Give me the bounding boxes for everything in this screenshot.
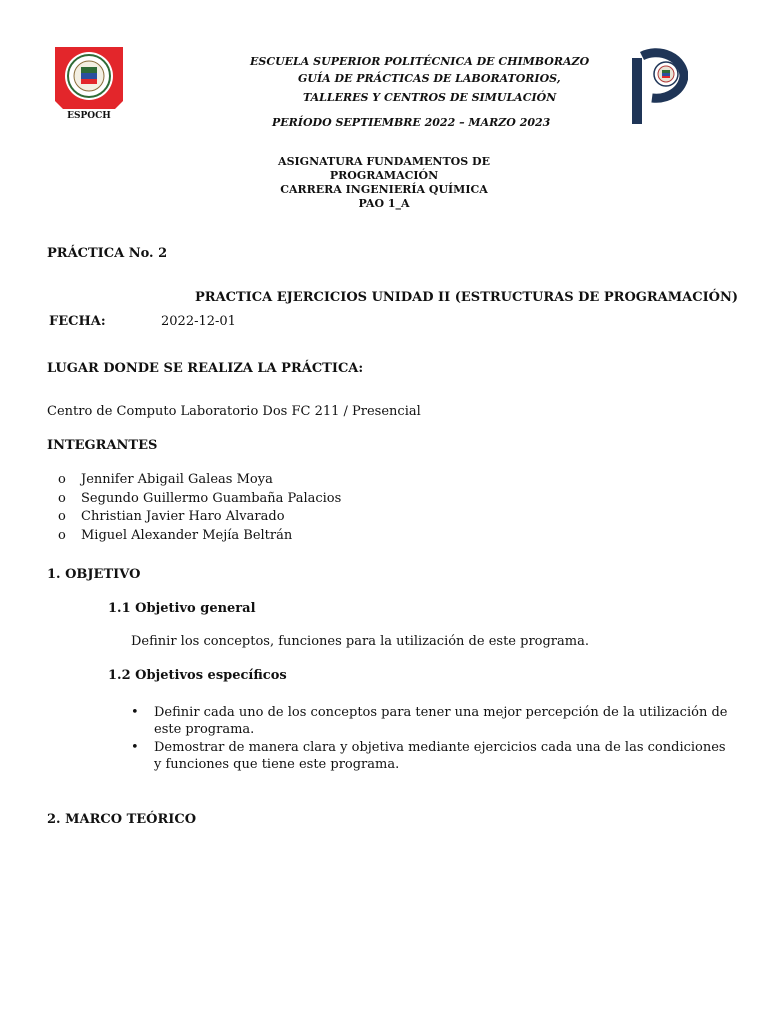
list-item: • Definir cada uno de los conceptos para tener una mejor percepción de la utilización de este programa. [131, 705, 728, 737]
subject-line-2: PROGRAMACIÓN [329, 169, 439, 182]
subject-line-1: ASIGNATURA FUNDAMENTOS DE [278, 155, 490, 168]
list-item: o Segundo Guillermo Guambaña Palacios [58, 490, 342, 506]
members-list [58, 472, 341, 546]
espoch-caption: ESPOCH [67, 111, 111, 121]
espoch-shield-icon [55, 47, 123, 109]
period-label: PERÍODO SEPTIEMBRE 2022 – MARZO 2023 [272, 116, 551, 129]
practice-title: PRACTICA EJERCICIOS UNIDAD II (ESTRUCTURAS DE PROGRAMACIÓN) [195, 290, 739, 305]
career-line: CARRERA INGENIERÍA QUÍMICA [280, 183, 488, 196]
list-item: o Miguel Alexander Mejía Beltrán [58, 527, 293, 543]
hollow-bullet-icon: o [58, 490, 66, 506]
bullet-icon: • [131, 740, 139, 755]
institution-name: ESCUELA SUPERIOR POLITÉCNICA DE CHIMBORAZO [250, 55, 590, 68]
section-theory-title: 2. MARCO TEÓRICO [47, 812, 197, 827]
section-objective-title: 1. OBJETIVO [47, 567, 141, 582]
place-value: Centro de Computo Laboratorio Dos FC 211 / Presencial [47, 404, 421, 419]
specific-objectives-title: 1.2 Objetivos específicos [108, 668, 287, 683]
list-item: o Jennifer Abigail Galeas Moya [58, 472, 273, 487]
list-item: o Christian Javier Haro Alvarado [58, 509, 285, 524]
members-label: INTEGRANTES [47, 438, 158, 453]
hollow-bullet-icon: o [58, 527, 66, 543]
faculty-p-icon [628, 46, 688, 126]
faculty-logo [628, 46, 688, 126]
date-label: FECHA: [49, 314, 106, 329]
specific-objectives-list [131, 704, 731, 773]
place-label: LUGAR DONDE SE REALIZA LA PRÁCTICA: [47, 361, 364, 376]
practice-number: PRÁCTICA No. 2 [47, 246, 168, 261]
pao-line: PAO 1_A [358, 197, 410, 210]
guide-subtitle: TALLERES Y CENTROS DE SIMULACIÓN [303, 91, 557, 104]
hollow-bullet-icon: o [58, 472, 66, 487]
date-value: 2022-12-01 [161, 314, 236, 329]
general-objective-title: 1.1 Objetivo general [108, 601, 256, 616]
guide-title: GUÍA DE PRÁCTICAS DE LABORATORIOS, [298, 72, 561, 85]
list-item: • Demostrar de manera clara y objetiva mediante ejercicios cada una de las condiciones y funciones que tiene este programa. [131, 740, 726, 772]
hollow-bullet-icon: o [58, 509, 66, 524]
espoch-logo [55, 47, 123, 109]
general-objective-text: Definir los conceptos, funciones para la utilización de este programa. [131, 634, 589, 649]
bullet-icon: • [131, 705, 139, 720]
subject-block [250, 155, 518, 211]
